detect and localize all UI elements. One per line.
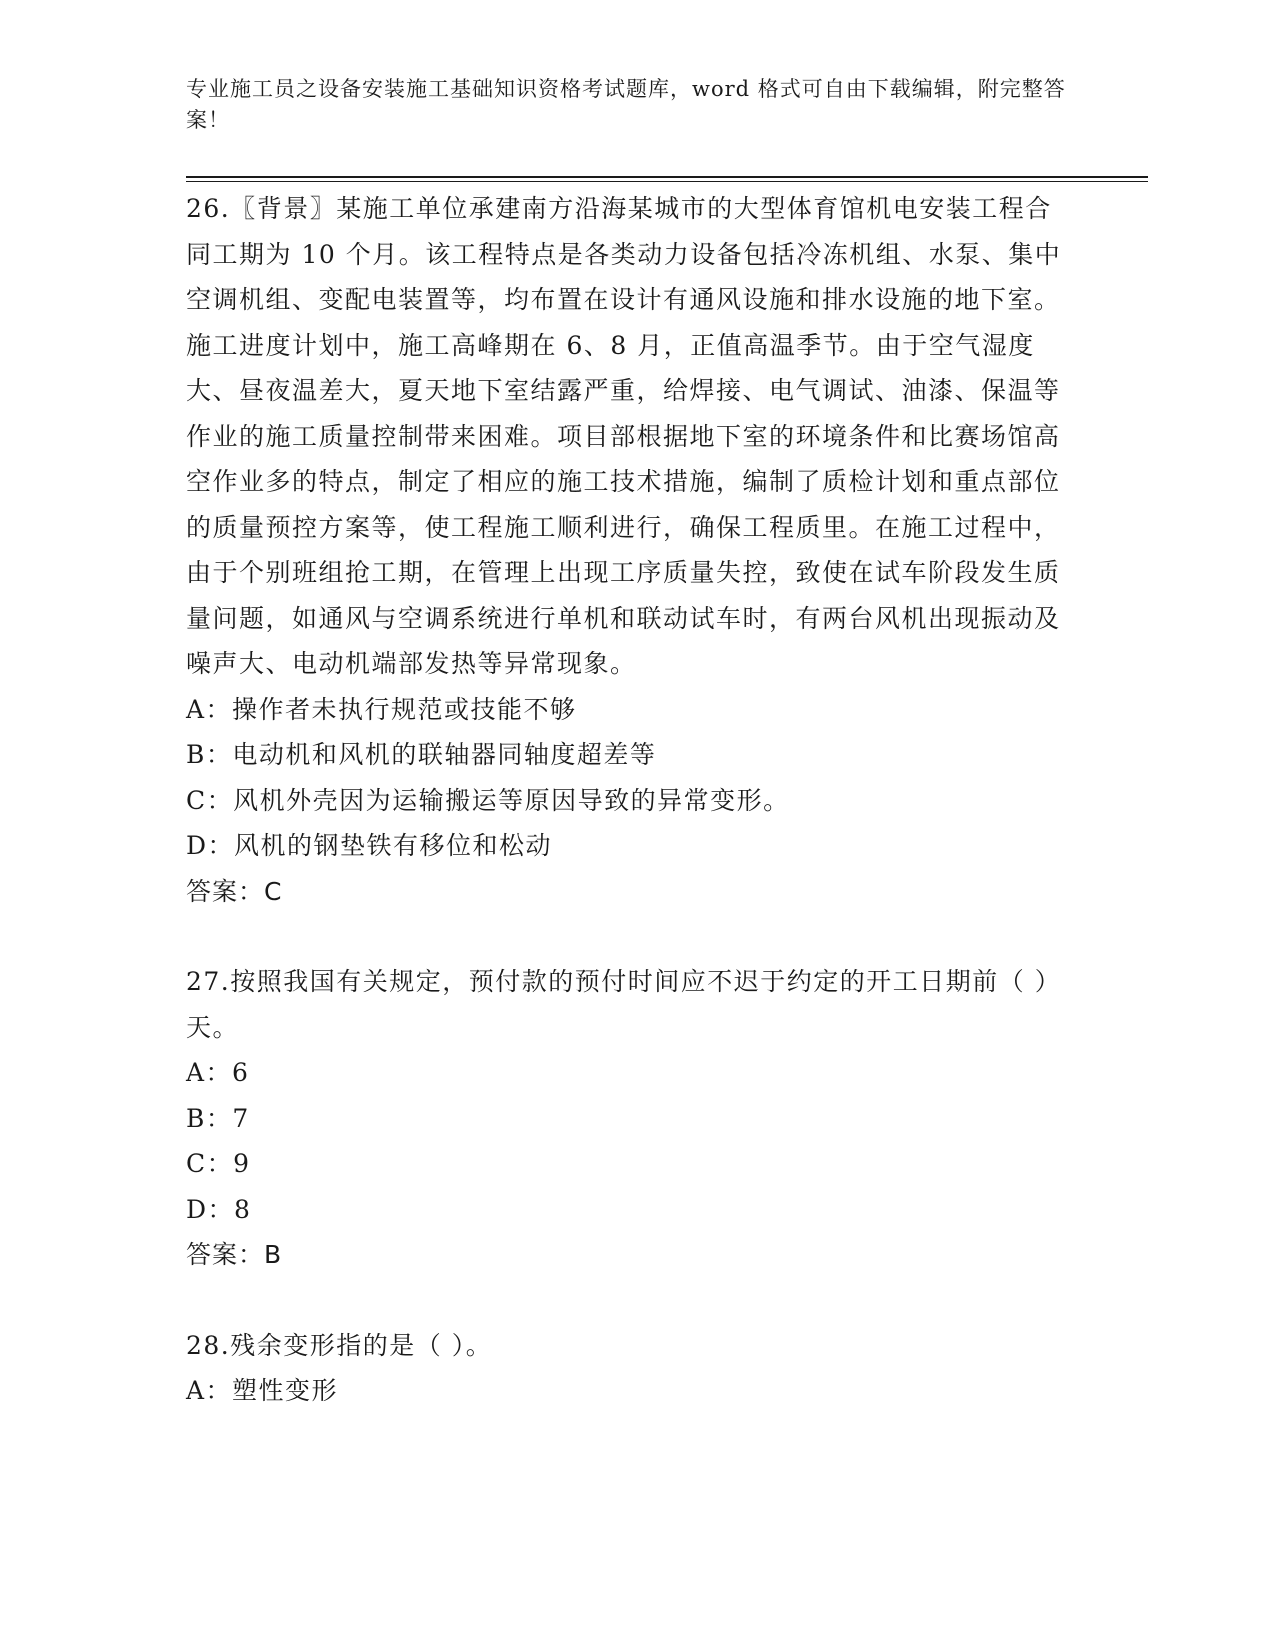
question-stem: 28.残余变形指的是（ ）。 <box>186 1330 493 1360</box>
answer-line: 答案：B <box>186 1240 283 1269</box>
option-b: B：7 <box>186 1103 250 1133</box>
option-d: D：8 <box>186 1194 252 1224</box>
option-a: A：塑性变形 <box>186 1376 339 1405</box>
question-spacer <box>186 1278 1066 1323</box>
question-list <box>186 186 1066 1414</box>
question-spacer <box>186 914 1066 959</box>
document-header: 专业施工员之设备安装施工基础知识资格考试题库，word 格式可自由下载编辑，附完整答案！ <box>186 77 1066 132</box>
question-stem: 27.按照我国有关规定，预付款的预付时间应不迟于约定的开工日期前（ ）天。 <box>186 967 1062 1042</box>
header-divider-thick <box>186 176 1148 178</box>
answer-line: 答案：C <box>186 876 283 906</box>
question-27 <box>186 959 1066 1278</box>
option-c: C：风机外壳因为运输搬运等原因导致的异常变形。 <box>186 785 790 815</box>
option-a: A：操作者未执行规范或技能不够 <box>186 694 577 724</box>
question-26 <box>186 186 1066 914</box>
header-divider-thin <box>186 181 1148 182</box>
question-stem: 26.〖背景〗某施工单位承建南方沿海某城市的大型体育馆机电安装工程合同工期为 10 个月。该工程特点是各类动力设备包括冷冻机组、水泵、集中空调机组、变配电装置等，均布置在设计有通风设施和排水设施的地下室。施工进度计划中，施工高峰期在 6、8 月，正值高温季节。由于空气湿度大、昼夜温差大，夏天地下室结露严重，给焊接、电气调试、油漆、保温等作业的施工质量控制带来困难。项目部根据地下室的环境条件和比赛场馆高空作业多的特点，制定了相应的施工技术措施，编制了质检计划和重点部位的质量预控方案等，使工程施工顺利进行，确保工程质里。在施工过程中，由于个别班组抢工期，在管理上出现工序质量失控，致使在试车阶段发生质量问题，如通风与空调系统进行单机和联动试车时，有两台风机出现振动及噪声大、电动机端部发热等异常现象。 <box>186 194 1062 678</box>
question-28 <box>186 1323 1066 1414</box>
option-d: D：风机的钢垫铁有移位和松动 <box>186 831 553 860</box>
option-c: C：9 <box>186 1149 251 1178</box>
option-b: B：电动机和风机的联轴器同轴度超差等 <box>186 740 657 769</box>
option-a: A：6 <box>186 1058 250 1087</box>
